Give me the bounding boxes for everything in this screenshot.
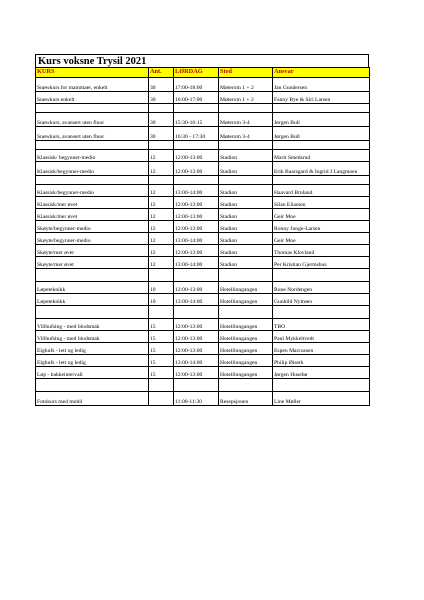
table-row: [36, 197, 370, 209]
responsible-cell: [273, 104, 370, 113]
table-row: [36, 319, 370, 331]
responsible-cell: Thomas Klovland: [273, 245, 370, 257]
responsible-cell: Marit Smedsrud: [273, 150, 370, 162]
count-cell: 15: [149, 367, 174, 379]
time-cell: 15:30-16:15: [174, 113, 219, 127]
place-cell: Møterom 1 + 2: [219, 78, 273, 92]
time-cell: 12:00-13:00: [174, 319, 219, 331]
count-cell: [149, 269, 174, 282]
spacer-row: [36, 306, 370, 319]
course-cell: Løp - bakkeintervall: [36, 367, 149, 379]
table-row: [36, 127, 370, 141]
table-row: [36, 331, 370, 343]
place-cell: Hotellinngangen: [219, 355, 273, 367]
course-cell: Klassisk/begynner-medio: [36, 185, 149, 197]
responsible-cell: Jan Gundersen: [273, 78, 370, 92]
spacer-row: [36, 104, 370, 113]
place-cell: Stadion: [219, 209, 273, 221]
count-cell: [149, 141, 174, 150]
table-row: [36, 355, 370, 367]
course-cell: Skøyte/mer øvet: [36, 245, 149, 257]
count-cell: [149, 379, 174, 392]
time-cell: 13:00-14:00: [174, 257, 219, 269]
table-row: [36, 209, 370, 221]
count-cell: 12: [149, 162, 174, 176]
responsible-cell: Philip Øiseth: [273, 355, 370, 367]
table-row: [36, 343, 370, 355]
place-cell: Hotellinngangen: [219, 367, 273, 379]
table-row: [36, 282, 370, 294]
table-row: [36, 257, 370, 269]
responsible-cell: Jørgen Husebø: [273, 367, 370, 379]
time-cell: 13:00-14:00: [174, 233, 219, 245]
time-cell: 13:00-14:00: [174, 294, 219, 306]
count-cell: 15: [149, 343, 174, 355]
course-cell: Klassisk/begynner-medio: [36, 162, 149, 176]
place-cell: [219, 306, 273, 319]
header-ant: Ant.: [149, 68, 174, 78]
count-cell: 15: [149, 331, 174, 343]
responsible-cell: Jørgen Bull: [273, 127, 370, 141]
responsible-cell: [273, 269, 370, 282]
responsible-cell: Silan Eliassen: [273, 197, 370, 209]
time-cell: [174, 269, 219, 282]
time-cell: 12:00-13:00: [174, 221, 219, 233]
course-cell: [36, 269, 149, 282]
time-cell: 12:00-13:00: [174, 282, 219, 294]
table-row: [36, 78, 370, 92]
count-cell: 30: [149, 78, 174, 92]
table-row: [36, 92, 370, 104]
place-cell: Stadion: [219, 162, 273, 176]
time-cell: [174, 379, 219, 392]
count-cell: 12: [149, 257, 174, 269]
count-cell: [149, 306, 174, 319]
place-cell: [219, 176, 273, 185]
responsible-cell: Geir Moe: [273, 209, 370, 221]
course-cell: Villhufsing - med blodsmak: [36, 319, 149, 331]
table-row: [36, 245, 370, 257]
course-rows: [36, 78, 370, 406]
place-cell: Stadion: [219, 150, 273, 162]
course-cell: Fotokurs med mobil: [36, 392, 149, 406]
responsible-cell: Ronny Junge-Larsen: [273, 221, 370, 233]
responsible-cell: TBO: [273, 319, 370, 331]
table-row: [36, 162, 370, 176]
time-cell: 11:00-11:30: [174, 392, 219, 406]
course-table: [35, 67, 370, 406]
responsible-cell: Jørgen Bull: [273, 113, 370, 127]
course-cell: [36, 104, 149, 113]
responsible-cell: [273, 176, 370, 185]
count-cell: 30: [149, 113, 174, 127]
place-cell: Resepsjonen: [219, 392, 273, 406]
spacer-row: [36, 269, 370, 282]
course-cell: [36, 306, 149, 319]
place-cell: Hotellinngangen: [219, 294, 273, 306]
course-cell: Klassisk/ begynner-medio: [36, 150, 149, 162]
place-cell: Stadion: [219, 197, 273, 209]
course-cell: Snøwkurs for mammaer, enkelt: [36, 78, 149, 92]
course-cell: Løpeteknikk: [36, 282, 149, 294]
time-cell: [174, 141, 219, 150]
time-cell: [174, 104, 219, 113]
responsible-cell: Haavard Bruland: [273, 185, 370, 197]
spacer-row: [36, 141, 370, 150]
sheet-title: Kurs voksne Trysil 2021: [35, 54, 369, 67]
count-cell: 15: [149, 355, 174, 367]
course-cell: Skøyte/begynner-medio: [36, 233, 149, 245]
header-kurs: KURS: [36, 68, 149, 78]
count-cell: 12: [149, 185, 174, 197]
time-cell: 12:00-13:00: [174, 367, 219, 379]
table-row: [36, 185, 370, 197]
count-cell: [149, 176, 174, 185]
course-cell: [36, 176, 149, 185]
table-row: [36, 221, 370, 233]
table-row: [36, 392, 370, 406]
time-cell: 17:00-18:00: [174, 78, 219, 92]
place-cell: Stadion: [219, 185, 273, 197]
count-cell: 12: [149, 197, 174, 209]
spacer-row: [36, 379, 370, 392]
count-cell: 12: [149, 233, 174, 245]
place-cell: Møterom 3-4: [219, 127, 273, 141]
table-row: [36, 113, 370, 127]
time-cell: 13:00-14:00: [174, 185, 219, 197]
time-cell: 12:00-13:00: [174, 162, 219, 176]
course-cell: Klassisk/mer øvet: [36, 209, 149, 221]
course-cell: Snøwkurs, avansert uten fluor: [36, 113, 149, 127]
header-ansvar: Ansvar: [273, 68, 370, 78]
count-cell: 12: [149, 150, 174, 162]
course-cell: Snøwkurs enkelt: [36, 92, 149, 104]
responsible-cell: Gunhild Nytrøen: [273, 294, 370, 306]
place-cell: [219, 141, 273, 150]
course-cell: Klassisk/mer øvet: [36, 197, 149, 209]
time-cell: 13:00-14:00: [174, 355, 219, 367]
time-cell: 12:00-13:00: [174, 150, 219, 162]
count-cell: 30: [149, 127, 174, 141]
time-cell: 12:00-13:00: [174, 197, 219, 209]
count-cell: 15: [149, 319, 174, 331]
time-cell: 16:00-17:00: [174, 92, 219, 104]
place-cell: Stadion: [219, 245, 273, 257]
place-cell: Stadion: [219, 257, 273, 269]
course-cell: Skøyte/begynner-medio: [36, 221, 149, 233]
responsible-cell: Espen Marcussen: [273, 343, 370, 355]
course-cell: Elghufs - lett og ledig: [36, 355, 149, 367]
course-cell: Villhufsing - med blodsmak: [36, 331, 149, 343]
time-cell: 12:00-13:00: [174, 331, 219, 343]
place-cell: Hotellinngangen: [219, 319, 273, 331]
responsible-cell: [273, 379, 370, 392]
count-cell: [149, 104, 174, 113]
course-cell: Snøwkurs, avansert uten fluor: [36, 127, 149, 141]
place-cell: [219, 104, 273, 113]
course-sheet: [35, 54, 370, 406]
responsible-cell: Per Kristian Gjermshus: [273, 257, 370, 269]
place-cell: [219, 379, 273, 392]
course-cell: [36, 379, 149, 392]
place-cell: Hotellinngangen: [219, 343, 273, 355]
count-cell: 12: [149, 221, 174, 233]
count-cell: 30: [149, 92, 174, 104]
count-cell: 10: [149, 282, 174, 294]
responsible-cell: Line Møller: [273, 392, 370, 406]
time-cell: 16:30 - 17:30: [174, 127, 219, 141]
place-cell: Hotellinngangen: [219, 331, 273, 343]
spacer-row: [36, 176, 370, 185]
place-cell: [219, 269, 273, 282]
table-row: [36, 294, 370, 306]
time-cell: 12:00-13:00: [174, 245, 219, 257]
count-cell: 10: [149, 294, 174, 306]
responsible-cell: Rune Nordengen: [273, 282, 370, 294]
time-cell: 12:00-13:00: [174, 343, 219, 355]
time-cell: [174, 176, 219, 185]
responsible-cell: Erik Baarsgard & Ingrid J Langmoen: [273, 162, 370, 176]
count-cell: 12: [149, 245, 174, 257]
header-lordag: LØRDAG: [174, 68, 219, 78]
responsible-cell: Geir Moe: [273, 233, 370, 245]
place-cell: Stadion: [219, 221, 273, 233]
header-row: [36, 68, 370, 78]
place-cell: Stadion: [219, 233, 273, 245]
time-cell: 12:00-13:00: [174, 209, 219, 221]
count-cell: 12: [149, 209, 174, 221]
course-cell: Skøyte/mer øvet: [36, 257, 149, 269]
table-row: [36, 150, 370, 162]
place-cell: Møterom 3-4: [219, 113, 273, 127]
table-row: [36, 367, 370, 379]
responsible-cell: Fanny Bye & Siri Larsen: [273, 92, 370, 104]
responsible-cell: [273, 141, 370, 150]
place-cell: Møterom 1 + 2: [219, 92, 273, 104]
table-row: [36, 233, 370, 245]
course-cell: [36, 141, 149, 150]
place-cell: Hotellinngangen: [219, 282, 273, 294]
course-cell: Løpeteknikk: [36, 294, 149, 306]
responsible-cell: [273, 306, 370, 319]
header-sted: Sted: [219, 68, 273, 78]
count-cell: [149, 392, 174, 406]
course-cell: Elghufs - lett og ledig: [36, 343, 149, 355]
responsible-cell: Paul Mykkeltvedt: [273, 331, 370, 343]
time-cell: [174, 306, 219, 319]
